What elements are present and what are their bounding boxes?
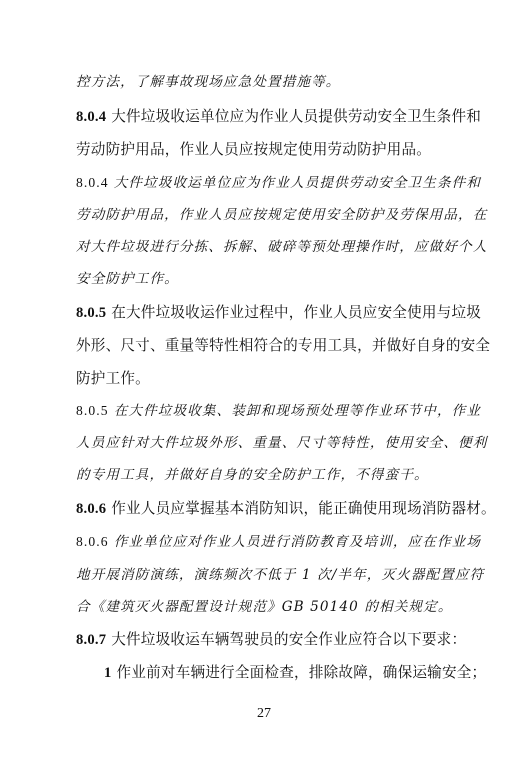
explanation-line bbox=[76, 205, 487, 225]
explanation-line bbox=[76, 72, 341, 92]
line-text: 作业前对车辆进行全面检查，排除故障，确保运输安全； bbox=[116, 664, 487, 681]
line-text: 大件垃圾收运单位应为作业人员提供劳动安全卫生条件和 bbox=[113, 175, 482, 191]
line-text: 安全防护工作。 bbox=[76, 271, 179, 287]
line-text: 防护工作。 bbox=[76, 370, 150, 387]
line-text: 外形、尺寸、重量等特性相符合的专用工具，并做好自身的安全 bbox=[76, 337, 491, 354]
explanation-number: 8.0.5 bbox=[76, 403, 109, 418]
clause-line bbox=[76, 140, 431, 160]
explanation-line bbox=[76, 532, 481, 552]
line-text: 作业人员应掌握基本消防知识，能正确使用现场消防器材。 bbox=[111, 500, 496, 517]
explanation-line bbox=[76, 565, 484, 585]
explanation-line bbox=[76, 173, 481, 193]
clause-line bbox=[76, 303, 481, 323]
clause-number: 8.0.4 bbox=[76, 109, 107, 125]
clause-line bbox=[76, 630, 466, 650]
line-text: 劳动防护用品，作业人员应按规定使用安全防护及劳保用品，在 bbox=[76, 207, 488, 223]
clause-line bbox=[76, 369, 150, 389]
explanation-line bbox=[76, 269, 179, 289]
page-number: 27 bbox=[257, 706, 271, 721]
clause-number: 8.0.7 bbox=[76, 632, 107, 648]
line-text: 的专用工具，并做好自身的安全防护工作，不得蛮干。 bbox=[76, 467, 429, 483]
clause-line bbox=[76, 107, 481, 127]
line-text: 在大件垃圾收运作业过程中，作业人员应安全使用与垃圾 bbox=[111, 304, 482, 321]
explanation-line bbox=[76, 465, 429, 485]
explanation-line bbox=[76, 597, 453, 617]
clause-line bbox=[76, 499, 496, 519]
line-text: 大件垃圾收运车辆驾驶员的安全作业应符合以下要求： bbox=[111, 631, 467, 648]
clause-line bbox=[76, 336, 490, 356]
line-text: 作业单位应对作业人员进行消防教育及培训，应在作业场 bbox=[113, 534, 482, 550]
explanation-line bbox=[76, 401, 481, 421]
line-text: 劳动防护用品，作业人员应按规定使用劳动防护用品。 bbox=[76, 141, 432, 158]
explanation-line bbox=[76, 237, 487, 257]
line-text: 大件垃圾收运单位应为作业人员提供劳动安全卫生条件和 bbox=[111, 108, 482, 125]
item-number: 1 bbox=[104, 665, 112, 681]
clause-number: 8.0.5 bbox=[76, 305, 107, 321]
explanation-line bbox=[76, 433, 487, 453]
line-text: 合《建筑灭火器配置设计规范》GB 50140 的相关规定。 bbox=[76, 599, 453, 615]
line-text: 在大件垃圾收集、装卸和现场预处理等作业环节中，作业 bbox=[113, 403, 482, 419]
line-text: 控方法，了解事故现场应急处置措施等。 bbox=[76, 74, 341, 90]
line-text: 地开展消防演练，演练频次不低于 1 次/半年，灭火器配置应符 bbox=[76, 567, 485, 583]
line-text: 对大件垃圾进行分拣、拆解、破碎等预处理操作时，应做好个人 bbox=[76, 239, 488, 255]
clause-number: 8.0.6 bbox=[76, 501, 107, 517]
explanation-number: 8.0.6 bbox=[76, 534, 109, 549]
line-text: 人员应针对大件垃圾外形、重量、尺寸等特性，使用安全、便利 bbox=[76, 435, 488, 451]
explanation-number: 8.0.4 bbox=[76, 175, 109, 190]
list-item bbox=[104, 663, 486, 683]
